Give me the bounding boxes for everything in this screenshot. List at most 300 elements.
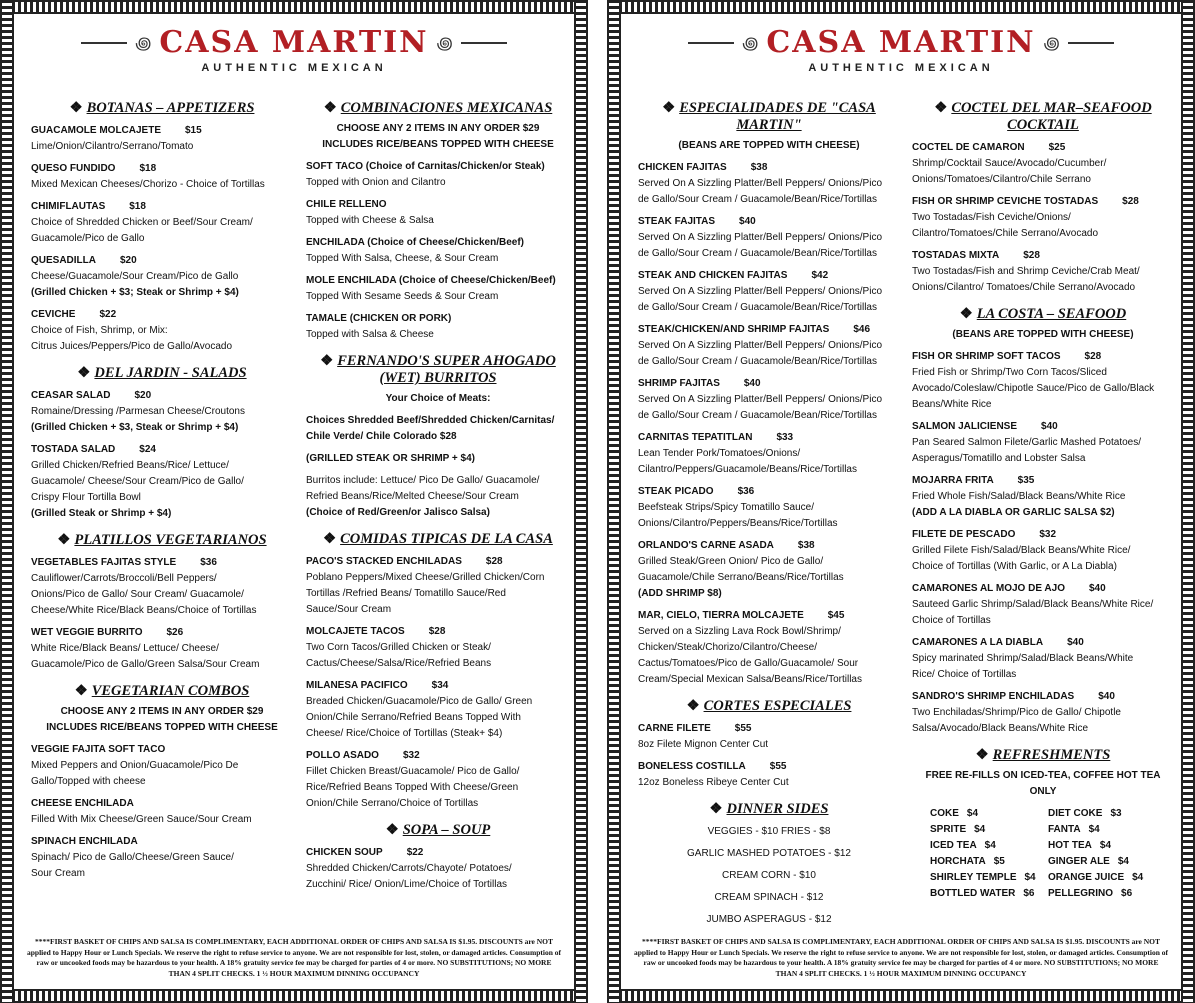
menu-item-header: [912, 194, 1174, 210]
menu-section: [912, 306, 1174, 737]
menu-item-price: $40: [743, 378, 761, 389]
menu-item-description: Guacamole/ Cheese/Sour Cream/Pico de Gallo/: [31, 476, 244, 487]
menu-item-description: Onions/Cilantro/ Tomatoes/Chile Serrano/Avocado: [912, 282, 1136, 293]
menu-item-description: Topped With Salsa, Cheese, & Sour Cream: [306, 253, 499, 264]
menu-item-description: Cactus/Cheese/Salsa/Rice/Refried Beans: [306, 658, 492, 669]
section-heading: [638, 100, 900, 134]
menu-item-name: QUESO FUNDIDO: [31, 163, 116, 174]
menu-item-description: Mixed Mexican Cheeses/Chorizo - Choice of Tortillas: [31, 179, 265, 190]
menu-item-price: $40: [1088, 583, 1106, 594]
menu-item-name: POLLO ASADO: [306, 750, 379, 761]
drink-name: HOT TEA: [1048, 840, 1092, 851]
menu-item-header: [306, 554, 570, 570]
section-heading: [31, 683, 293, 700]
border-bottom: [607, 989, 1195, 1003]
menu-item-header: [306, 311, 570, 327]
section-heading: [912, 100, 1174, 134]
section-heading: [306, 100, 570, 117]
menu-item-header: [912, 527, 1174, 543]
menu-item: [306, 311, 570, 343]
section-heading: [306, 353, 570, 387]
menu-item-header: [912, 581, 1174, 597]
menu-item-price: $40: [1041, 421, 1058, 432]
menu-item-name: COCTEL DE CAMARON: [912, 142, 1025, 153]
menu-item-description: Topped With Sesame Seeds & Sour Cream: [306, 291, 499, 302]
menu-item: [306, 678, 570, 742]
menu-item-description: White Rice/Black Beans/ Lettuce/ Cheese/: [31, 643, 219, 654]
menu-item-description: de Gallo/Sour Cream / Guacamole/Bean/Rice/Tortillas: [638, 356, 877, 367]
drink-item: [930, 886, 1048, 902]
menu-item-price: $36: [200, 557, 217, 568]
drink-item: [930, 822, 1048, 838]
footer-disclaimer: ****FIRST BASKET OF CHIPS AND SALSA IS COMPLIMENTARY, EACH ADDITIONAL ORDER OF CHIPS AND SALSA IS $1.95. DISCOUNTS are NOT applied to Happy Hour or Lunch Specials. We reserve the right to refuse service to anyone. We are not responsible for lost, stolen, or damaged articles. Consumption of raw or uncooked foods may be hazardous to your health. A 18% gratuity service fee may be charged for parties of 4 or more. NO SUBSTITUTIONS; NO MORE THAN 4 SPLIT CHECKS. 1 ½ HOUR MAXIMUM DINNING OCCUPANCY: [633, 937, 1169, 978]
menu-item-description: Topped with Salsa & Cheese: [306, 329, 434, 340]
menu-item-description: Two Corn Tacos/Grilled Chicken or Steak/: [306, 642, 491, 653]
menu-item-name: MOLCAJETE TACOS: [306, 626, 405, 637]
menu-item-description: Shrimp/Cocktail Sauce/Avocado/Cucumber/: [912, 158, 1107, 169]
menu-section: [638, 698, 900, 791]
menu-item-note: (Choice of Red/Green/or Jalisco Salsa): [306, 507, 490, 518]
drink-price: $6: [1023, 888, 1035, 899]
menu-page-left: [0, 0, 588, 1003]
menu-item-note: (ADD SHRIMP $8): [638, 588, 722, 599]
side-item: CREAM CORN - $10: [722, 870, 816, 881]
menu-item-header: [638, 160, 900, 176]
menu-item: [31, 123, 293, 155]
menu-item-description: Tortillas /Refried Beans/ Tomatillo Sauce/Red: [306, 588, 506, 599]
menu-item-name: VEGETABLES FAJITAS STYLE: [31, 557, 177, 568]
scroll-ornament-icon: ꩜: [436, 33, 453, 53]
menu-item-description: 8oz Filete Mignon Center Cut: [638, 739, 769, 750]
menu-item-name: ORLANDO'S CARNE ASADA: [638, 540, 774, 551]
menu-item-header: [31, 253, 293, 269]
section-heading: [31, 100, 293, 117]
menu-item: [638, 484, 900, 532]
menu-item-price: $28: [485, 556, 503, 567]
menu-item-price: $28: [1084, 351, 1102, 362]
menu-column: [31, 100, 293, 882]
menu-item-name: SOFT TACO (Choice of Carnitas/Chicken/or Steak): [306, 161, 545, 172]
menu-item-description: Gallo/Topped with cheese: [31, 776, 146, 787]
menu-item-name: MAR, CIELO, TIERRA MOLCAJETE: [638, 610, 804, 621]
drink-item: [930, 806, 1048, 822]
diamond-bullet-icon: ❖: [323, 100, 337, 116]
menu-item-description: Onions/Tomatoes/Cilantro/Chile Serrano: [912, 174, 1091, 185]
section-heading: [306, 822, 570, 839]
menu-item-header: [31, 388, 293, 404]
menu-item: [638, 608, 900, 688]
menu-item-header: [306, 624, 570, 640]
menu-item: [912, 635, 1174, 683]
drink-name: ORANGE JUICE: [1048, 872, 1125, 883]
menu-item-description: Spinach/ Pico de Gallo/Cheese/Green Sauce/: [31, 852, 234, 863]
menu-section: [306, 353, 570, 521]
menu-item-header: [306, 197, 570, 213]
menu-item-name: CARNE FILETE: [638, 723, 711, 734]
menu-item: [912, 473, 1174, 521]
menu-item-description: Grilled Steak/Green Onion/ Pico de Gallo/: [638, 556, 824, 567]
menu-item-header: [912, 349, 1174, 365]
menu-item-description: Onion/Chile Serrano/Refried Beans Topped With: [306, 712, 521, 723]
side-item: CREAM SPINACH - $12: [714, 892, 824, 903]
menu-item: [31, 742, 293, 790]
drink-item: [1048, 806, 1166, 822]
menu-item: [638, 322, 900, 370]
menu-item-name: CHICKEN SOUP: [306, 847, 383, 858]
menu-item-header: [31, 625, 293, 641]
section-heading: [31, 365, 293, 382]
menu-item: [638, 759, 900, 791]
menu-item-header: [31, 161, 293, 177]
menu-item-price: $28: [428, 626, 446, 637]
menu-item-price: $24: [139, 444, 156, 455]
menu-item-price: $40: [1098, 691, 1115, 702]
menu-column: [306, 100, 570, 893]
section-subheading: CHOOSE ANY 2 ITEMS IN ANY ORDER $29: [336, 123, 540, 134]
menu-item: [638, 430, 900, 478]
menu-item-name: SALMON JALICIENSE: [912, 421, 1018, 432]
brand-title: CASA MARTIN: [766, 25, 1036, 60]
menu-item-name: STEAK/CHICKEN/AND SHRIMP FAJITAS: [638, 324, 830, 335]
section-title: SOPA – SOUP: [402, 822, 491, 838]
menu-item-name: CAMARONES AL MOJO DE AJO: [912, 583, 1065, 594]
menu-item: [306, 748, 570, 812]
section-title: DINNER SIDES: [726, 801, 829, 817]
menu-item-header: [638, 484, 900, 500]
menu-item-description: Topped with Onion and Cilantro: [306, 177, 446, 188]
drink-name: SPRITE: [930, 824, 967, 835]
menu-item-price: $20: [120, 255, 137, 266]
menu-item-price: $25: [1048, 142, 1066, 153]
menu-item: [912, 581, 1174, 629]
menu-item-header: [31, 123, 293, 139]
section-heading: [31, 532, 293, 549]
menu-item-name: FISH OR SHRIMP SOFT TACOS: [912, 351, 1061, 362]
diamond-bullet-icon: ❖: [323, 531, 337, 547]
drink-price: $5: [993, 856, 1005, 867]
menu-item-description: Beans/White Rice: [912, 399, 992, 410]
drink-price: $6: [1121, 888, 1133, 899]
menu-item-description: Served On A Sizzling Platter/Bell Peppers/ Onions/Pico: [638, 286, 883, 297]
menu-item-name: MOLE ENCHILADA (Choice of Cheese/Chicken/Beef): [306, 275, 556, 286]
section-title: COMBINACIONES MEXICANAS: [340, 100, 553, 116]
menu-item-price: $28: [1023, 250, 1040, 261]
menu-item-header: [306, 845, 570, 861]
diamond-bullet-icon: ❖: [57, 532, 71, 548]
menu-item-description: Served On A Sizzling Platter/Bell Peppers/ Onions/Pico: [638, 232, 883, 243]
menu-item-header: [638, 376, 900, 392]
menu-item-description: Pan Seared Salmon Filete/Garlic Mashed Potatoes/: [912, 437, 1142, 448]
divider: [461, 42, 507, 44]
menu-item-description: Romaine/Dressing /Parmesan Cheese/Croutons: [31, 406, 245, 417]
menu-item-description: Onion/Chile Serrano/Choice of Tortillas: [306, 798, 479, 809]
menu-section: [31, 683, 293, 882]
diamond-bullet-icon: ❖: [320, 353, 334, 369]
menu-item-description: Mixed Peppers and Onion/Guacamole/Pico De: [31, 760, 239, 771]
menu-item: [306, 473, 570, 521]
menu-item-description: Served On A Sizzling Platter/Bell Peppers/ Onions/Pico: [638, 394, 883, 405]
drink-item: [930, 854, 1048, 870]
menu-item-description: Lean Tender Pork/Tomatoes/Onions/: [638, 448, 801, 459]
border-left: [0, 0, 14, 1003]
menu-item-price: $32: [402, 750, 420, 761]
drink-price: $4: [1132, 872, 1144, 883]
menu-item-header: [638, 538, 900, 554]
menu-item: [306, 845, 570, 893]
drink-item: [1048, 822, 1166, 838]
menu-item-description: Rice/Refried Beans Topped With Cheese/Green: [306, 782, 519, 793]
menu-item-name: MILANESA PACIFICO: [306, 680, 408, 691]
menu-item-description: Burritos include: Lettuce/ Pico De Gallo/ Guacamole/: [306, 475, 540, 486]
menu-item: [912, 248, 1174, 296]
menu-item: [638, 160, 900, 208]
menu-item: [31, 199, 293, 247]
menu-item-header: [31, 834, 293, 850]
menu-item-name: CAMARONES A LA DIABLA: [912, 637, 1044, 648]
menu-item-name: FISH OR SHRIMP CEVICHE TOSTADAS: [912, 196, 1099, 207]
menu-item-description: Cilantro/Peppers/Guacamole/Beans/Rice/Tortillas: [638, 464, 857, 475]
menu-item: [31, 625, 293, 673]
menu-item-description: Cauliflower/Carrots/Broccoli/Bell Peppers/: [31, 573, 217, 584]
diamond-bullet-icon: ❖: [686, 698, 700, 714]
menu-item-name: CHEESE ENCHILADA: [31, 798, 134, 809]
drink-price: $4: [974, 824, 986, 835]
menu-item: [306, 451, 570, 467]
menu-item-header: [638, 430, 900, 446]
menu-item: [31, 555, 293, 619]
section-subheading: FREE RE-FILLS ON ICED-TEA, COFFEE HOT TEA ONLY: [925, 770, 1161, 797]
section-subheading: INCLUDES RICE/BEANS TOPPED WITH CHEESE: [46, 722, 278, 733]
border-top: [607, 0, 1195, 14]
menu-item-description: Choice of Shredded Chicken or Beef/Sour Cream/: [31, 217, 253, 228]
brand-tagline: AUTHENTIC MEXICAN: [808, 62, 994, 74]
menu-item-name: FILETE DE PESCADO: [912, 529, 1016, 540]
section-title: FERNANDO'S SUPER AHOGADO (WET) BURRITOS: [337, 353, 556, 386]
section-heading: [912, 306, 1174, 323]
brand-title: CASA MARTIN: [159, 25, 429, 60]
menu-item: [912, 419, 1174, 467]
menu-item: [31, 796, 293, 828]
menu-item: [306, 159, 570, 191]
menu-item-description: Asperagus/Tomatillo and Lobster Salsa: [912, 453, 1086, 464]
menu-item-header: [31, 199, 293, 215]
menu-item-header: [31, 442, 293, 458]
section-title: REFRESHMENTS: [992, 747, 1111, 763]
menu-item: [638, 376, 900, 424]
drink-item: [1048, 854, 1166, 870]
menu-item-description: Avocado/Coleslaw/Chipotle Sauce/Pico de Gallo/Black: [912, 383, 1155, 394]
drinks-grid: [930, 806, 1174, 902]
menu-header: [627, 26, 1175, 74]
menu-item-bold-line: Chile Verde/ Chile Colorado $28: [306, 431, 457, 442]
menu-item-description: de Gallo/Sour Cream / Guacamole/Bean/Rice/Tortillas: [638, 302, 877, 313]
section-heading: [638, 698, 900, 715]
drink-item: [1048, 870, 1166, 886]
menu-item-description: Guacamole/Pico de Gallo/Green Salsa/Sour Cream: [31, 659, 260, 670]
menu-item-description: Refried Beans/Rice/Melted Cheese/Sour Cream: [306, 491, 519, 502]
diamond-bullet-icon: ❖: [662, 100, 676, 116]
menu-item: [31, 161, 293, 193]
menu-item-description: Served On A Sizzling Platter/Bell Peppers/ Onions/Pico: [638, 340, 883, 351]
menu-item-header: [306, 273, 570, 289]
menu-item-description: Two Enchiladas/Shrimp/Pico de Gallo/ Chipotle: [912, 707, 1121, 718]
menu-item: [912, 349, 1174, 413]
menu-section: [306, 100, 570, 343]
menu-item-price: $32: [1039, 529, 1057, 540]
menu-item-header: [638, 721, 900, 737]
menu-item-description: de Gallo/Sour Cream / Guacamole/Bean/Rice/Tortillas: [638, 410, 877, 421]
menu-item-description: Fried Whole Fish/Salad/Black Beans/White Rice: [912, 491, 1126, 502]
brand-tagline: AUTHENTIC MEXICAN: [201, 62, 387, 74]
menu-item-description: Sour Cream: [31, 868, 85, 879]
menu-item-price: $36: [737, 486, 755, 497]
menu-item-price: $15: [185, 125, 202, 136]
menu-item: [31, 388, 293, 436]
drink-name: HORCHATA: [930, 856, 986, 867]
menu-item-note: (Grilled Chicken + $3, Steak or Shrimp + $4): [31, 422, 239, 433]
drink-name: COKE: [930, 808, 959, 819]
section-title: COCTEL DEL MAR–SEAFOOD COCKTAIL: [951, 100, 1152, 133]
section-title: VEGETARIAN COMBOS: [91, 683, 250, 699]
menu-item-price: $46: [853, 324, 871, 335]
menu-item-name: STEAK FAJITAS: [638, 216, 716, 227]
menu-item-description: Topped with Cheese & Salsa: [306, 215, 434, 226]
menu-item: [31, 442, 293, 522]
side-item: GARLIC MASHED POTATOES - $12: [687, 848, 851, 859]
menu-item-price: $26: [166, 627, 184, 638]
menu-item-price: $40: [1067, 637, 1084, 648]
menu-item-description: de Gallo/Sour Cream / Guacamole/Bean/Rice/Tortillas: [638, 194, 877, 205]
menu-item-description: Poblano Peppers/Mixed Cheese/Grilled Chicken/Corn: [306, 572, 545, 583]
menu-page-right: [607, 0, 1195, 1003]
menu-item-header: [638, 322, 900, 338]
drink-name: ICED TEA: [930, 840, 977, 851]
menu-item-name: SHRIMP FAJITAS: [638, 378, 720, 389]
menu-item-header: [306, 678, 570, 694]
menu-item-description: Guacamole/Pico de Gallo: [31, 233, 145, 244]
menu-item-note: (ADD A LA DIABLA OR GARLIC SALSA $2): [912, 507, 1115, 518]
drink-name: FANTA: [1048, 824, 1081, 835]
menu-item-name: BONELESS COSTILLA: [638, 761, 746, 772]
menu-item-header: [912, 689, 1174, 705]
menu-item: [306, 413, 570, 445]
menu-section: [306, 822, 570, 893]
diamond-bullet-icon: ❖: [975, 747, 989, 763]
section-heading: [912, 747, 1174, 764]
menu-item-name: SPINACH ENCHILADA: [31, 836, 138, 847]
menu-section: [31, 532, 293, 673]
menu-item-description: Zucchini/ Rice/ Onion/Lime/Choice of Tortillas: [306, 879, 508, 890]
diamond-bullet-icon: ❖: [385, 822, 399, 838]
menu-item-price: $38: [797, 540, 815, 551]
menu-item-price: $38: [750, 162, 768, 173]
section-heading: [638, 801, 900, 818]
menu-item-note: (Grilled Chicken + $3; Steak or Shrimp + $4): [31, 287, 239, 298]
menu-item-name: ENCHILADA (Choice of Cheese/Chicken/Beef): [306, 237, 524, 248]
menu-item-price: $34: [431, 680, 449, 691]
menu-item: [306, 554, 570, 618]
menu-item-description: Chicken/Steak/Chorizo/Cilantro/Cheese/: [638, 642, 817, 653]
drink-name: GINGER ALE: [1048, 856, 1110, 867]
menu-item-price: $22: [99, 309, 117, 320]
menu-section: [306, 531, 570, 812]
menu-item-name: CHILE RELLENO: [306, 199, 387, 210]
menu-item: [31, 307, 293, 355]
section-heading: [306, 531, 570, 548]
menu-item-name: TAMALE (CHICKEN OR PORK): [306, 313, 452, 324]
section-title: COMIDAS TIPICAS DE LA CASA: [340, 531, 553, 547]
menu-item-header: [31, 796, 293, 812]
section-title: LA COSTA – SEAFOOD: [976, 306, 1127, 322]
menu-item-description: Fillet Chicken Breast/Guacamole/ Pico de Gallo/: [306, 766, 520, 777]
menu-item-name: CEVICHE: [31, 309, 76, 320]
menu-item: [638, 721, 900, 753]
menu-item-price: $40: [739, 216, 756, 227]
menu-item-description: Spicy marinated Shrimp/Salad/Black Beans/White: [912, 653, 1134, 664]
menu-item-note: (Grilled Steak or Shrimp + $4): [31, 508, 172, 519]
drink-name: PELLEGRINO: [1048, 888, 1114, 899]
menu-item-description: 12oz Boneless Ribeye Center Cut: [638, 777, 789, 788]
section-title: PLATILLOS VEGETARIANOS: [74, 532, 267, 548]
diamond-bullet-icon: ❖: [74, 683, 88, 699]
drink-price: $4: [1088, 824, 1100, 835]
menu-item: [912, 140, 1174, 188]
menu-item-description: Crispy Flour Tortilla Bowl: [31, 492, 141, 503]
border-right: [574, 0, 588, 1003]
menu-item-description: Choice of Fish, Shrimp, or Mix:: [31, 325, 168, 336]
menu-item-description: Onions/Pico de Gallo/ Sour Cream/ Guacamole/: [31, 589, 244, 600]
menu-item-name: CHIMIFLAUTAS: [31, 201, 106, 212]
drink-name: BOTTLED WATER: [930, 888, 1016, 899]
drink-price: $4: [1099, 840, 1112, 851]
drink-name: SHIRLEY TEMPLE: [930, 872, 1017, 883]
menu-item-bold-line: (GRILLED STEAK OR SHRIMP + $4): [306, 453, 476, 464]
menu-item: [912, 194, 1174, 242]
menu-item-header: [638, 214, 900, 230]
menu-item-description: Filled With Mix Cheese/Green Sauce/Sour Cream: [31, 814, 252, 825]
border-right: [1181, 0, 1195, 1003]
menu-item: [31, 253, 293, 301]
menu-item: [306, 273, 570, 305]
menu-item-price: $18: [139, 163, 157, 174]
menu-item-name: CEASAR SALAD: [31, 390, 111, 401]
menu-item-name: PACO'S STACKED ENCHILADAS: [306, 556, 462, 567]
section-subheading: Your Choice of Meats:: [385, 393, 491, 404]
menu-item-description: Cactus/Tomatoes/Pico de Gallo/Guacamole/ Sour: [638, 658, 859, 669]
menu-section: [31, 100, 293, 355]
side-item: VEGGIES - $10 FRIES - $8: [707, 826, 831, 837]
menu-item-header: [306, 235, 570, 251]
menu-item-header: [638, 608, 900, 624]
menu-item-price: $42: [811, 270, 829, 281]
menu-item-name: CHICKEN FAJITAS: [638, 162, 727, 173]
drink-price: $3: [1110, 808, 1122, 819]
menu-item-description: Choice of Tortillas: [912, 615, 991, 626]
section-title: ESPECIALIDADES DE "CASA MARTIN": [679, 100, 876, 133]
menu-item-header: [638, 759, 900, 775]
menu-item: [306, 624, 570, 672]
diamond-bullet-icon: ❖: [959, 306, 973, 322]
border-bottom: [0, 989, 588, 1003]
menu-item-header: [31, 742, 293, 758]
menu-item-description: Citrus Juices/Peppers/Pico de Gallo/Avocado: [31, 341, 233, 352]
menu-item-name: STEAK AND CHICKEN FAJITAS: [638, 270, 788, 281]
menu-item-description: Sauce/Sour Cream: [306, 604, 392, 615]
menu-item: [306, 235, 570, 267]
menu-item-description: Beefsteak Strips/Spicy Tomatillo Sauce/: [638, 502, 815, 513]
drink-price: $4: [1024, 872, 1036, 883]
menu-item-price: $18: [129, 201, 146, 212]
